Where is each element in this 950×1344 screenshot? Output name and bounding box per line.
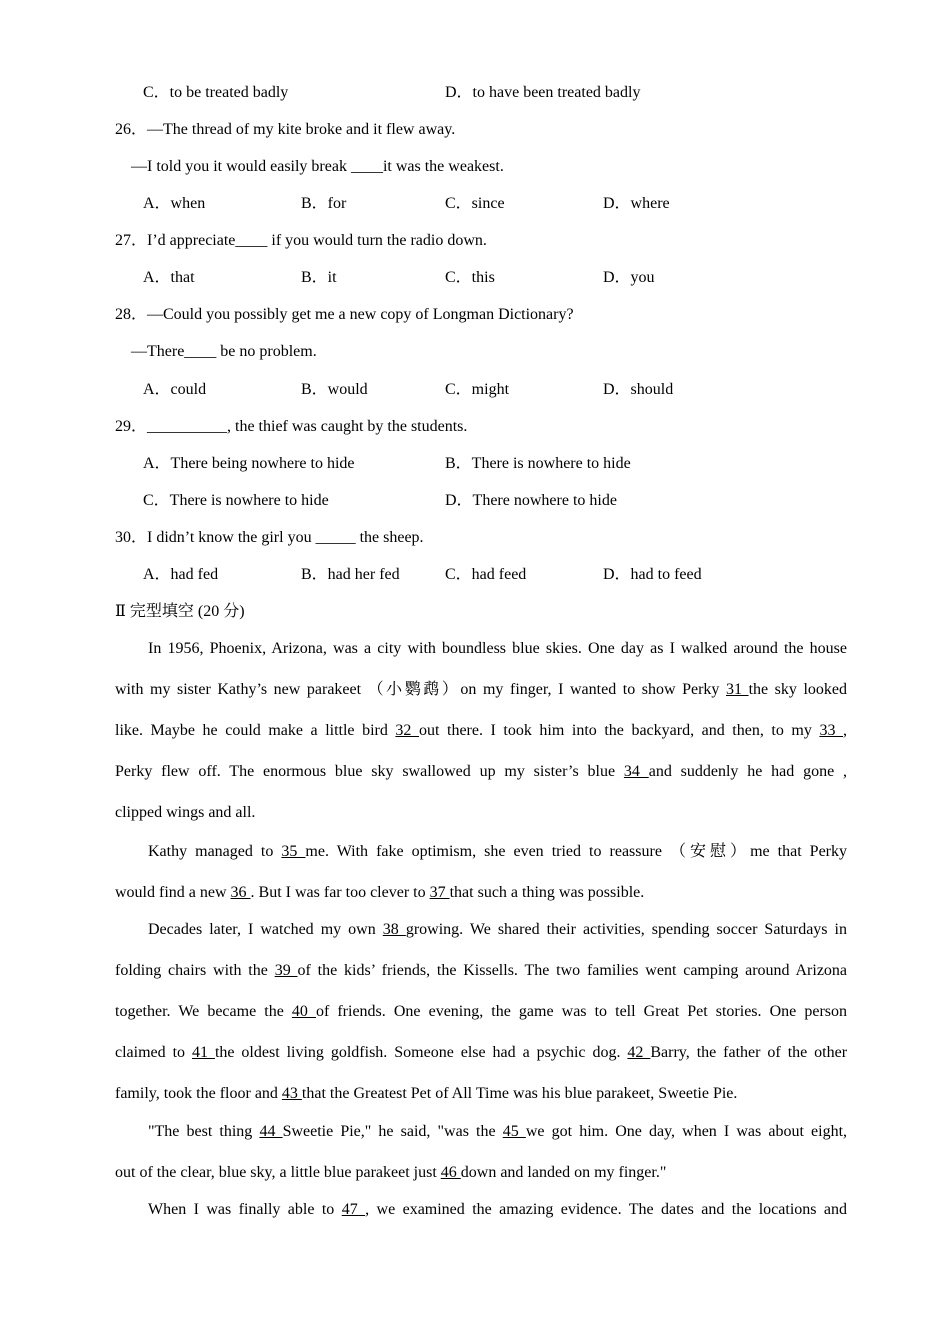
passage-text: , — [843, 722, 847, 739]
blank-45[interactable]: 45 — [502, 1123, 526, 1140]
passage-text: of friends. One evening, the game was to tell Great Pet stories. One person — [315, 1003, 847, 1020]
passage-line — [115, 842, 847, 862]
blank-32[interactable]: 32 — [395, 722, 419, 739]
q29-option-d: D．There nowhere to hide — [445, 492, 617, 509]
passage-text: Decades later, I watched my own — [148, 921, 376, 938]
q27-option-a: A．that — [143, 269, 195, 286]
blank-43[interactable]: 43 — [281, 1085, 302, 1102]
blank-35[interactable]: 35 — [281, 843, 306, 860]
blank-42[interactable]: 42 — [627, 1044, 651, 1061]
passage-text: clipped wings and all. — [115, 804, 256, 821]
q28-option-c: C．might — [445, 381, 510, 398]
passage-text: . But I was far too clever to — [250, 884, 426, 901]
passage-text: When I was finally able to — [148, 1201, 335, 1218]
blank-40[interactable]: 40 — [291, 1003, 316, 1020]
q30-stem: 30．I didn’t know the girl you _____ the sheep. — [115, 529, 424, 546]
blank-38[interactable]: 38 — [382, 921, 406, 938]
blank-47[interactable]: 47 — [341, 1201, 366, 1218]
passage-line — [115, 961, 847, 981]
passage-text: would find a new — [115, 884, 227, 901]
passage-line — [115, 1200, 847, 1220]
q25-option-c: C．to be treated badly — [143, 84, 289, 101]
q26-option-d: D．where — [603, 195, 670, 212]
passage-text: with my sister Kathy’s new parakeet （小鹦鹉）on my finger, I wanted to show Perky — [115, 681, 720, 698]
q27-option-d: D．you — [603, 269, 655, 286]
passage-text: of the kids’ friends, the Kissells. The two families went camping around Arizona — [297, 962, 848, 979]
passage-text: me. With fake optimism, she even tried to reassure （安慰）me that Perky — [305, 843, 848, 860]
blank-36[interactable]: 36 — [230, 884, 251, 901]
q29-option-b: B．There is nowhere to hide — [445, 455, 631, 472]
passage-line — [115, 883, 847, 903]
q28-stem-reply: —There____ be no problem. — [131, 343, 317, 360]
blank-41[interactable]: 41 — [191, 1044, 215, 1061]
passage-text: claimed to — [115, 1044, 186, 1061]
passage-text: out there. I took him into the backyard, and then, to my — [418, 722, 812, 739]
q27-option-c: C．this — [445, 269, 495, 286]
passage-text: "The best thing — [148, 1123, 253, 1140]
passage-text: folding chairs with the — [115, 962, 268, 979]
q30-option-d: D．had to feed — [603, 566, 702, 583]
passage-line — [115, 639, 847, 659]
q29-option-c: C．There is nowhere to hide — [143, 492, 329, 509]
q26-option-b: B．for — [301, 195, 347, 212]
passage-line — [115, 762, 847, 782]
q30-option-b: B．had her fed — [301, 566, 400, 583]
q27-stem: 27．I’d appreciate____ if you would turn the radio down. — [115, 232, 487, 249]
blank-31[interactable]: 31 — [726, 681, 749, 698]
passage-text: together. We became the — [115, 1003, 284, 1020]
passage-text: the oldest living goldfish. Someone else had a psychic dog. — [214, 1044, 621, 1061]
blank-39[interactable]: 39 — [274, 962, 298, 979]
passage-line — [115, 1163, 847, 1183]
passage-line — [115, 1043, 847, 1063]
q26-stem: 26．—The thread of my kite broke and it flew away. — [115, 121, 456, 138]
passage-text: that such a thing was possible. — [449, 884, 645, 901]
passage-line — [115, 1084, 847, 1104]
blank-46[interactable]: 46 — [440, 1164, 461, 1181]
blank-34[interactable]: 34 — [623, 763, 649, 780]
passage-text: family, took the floor and — [115, 1085, 278, 1102]
section-heading: Ⅱ 完型填空 (20 分) — [115, 603, 245, 620]
q28-option-d: D．should — [603, 381, 674, 398]
q29-option-a: A．There being nowhere to hide — [143, 455, 355, 472]
passage-text: Sweetie Pie," he said, "was the — [282, 1123, 496, 1140]
passage-text: the sky looked — [748, 681, 848, 698]
passage-text: , we examined the amazing evidence. The dates and the locations and — [365, 1201, 848, 1218]
q26-option-c: C．since — [445, 195, 505, 212]
passage-line — [115, 680, 847, 700]
passage-text: Kathy managed to — [148, 843, 274, 860]
passage-text: In 1956, Phoenix, Arizona, was a city with boundless blue skies. One day as I walked around the house — [148, 640, 847, 657]
passage-text: out of the clear, blue sky, a little blue parakeet just — [115, 1164, 437, 1181]
q26-stem-reply: —I told you it would easily break ____it was the weakest. — [131, 158, 504, 175]
q25-option-d: D．to have been treated badly — [445, 84, 641, 101]
passage-line — [115, 1122, 847, 1142]
passage-text: Perky flew off. The enormous blue sky swallowed up my sister’s blue — [115, 763, 616, 780]
passage-text: Barry, the father of the other — [650, 1044, 848, 1061]
q28-stem: 28．—Could you possibly get me a new copy of Longman Dictionary? — [115, 306, 574, 323]
q26-option-a: A．when — [143, 195, 206, 212]
q27-option-b: B．it — [301, 269, 337, 286]
q29-stem: 29．__________, the thief was caught by the students. — [115, 418, 468, 435]
blank-37[interactable]: 37 — [429, 884, 450, 901]
passage-text: like. Maybe he could make a little bird — [115, 722, 388, 739]
q28-option-b: B．would — [301, 381, 368, 398]
q28-option-a: A．could — [143, 381, 207, 398]
passage-line — [115, 1002, 847, 1022]
blank-44[interactable]: 44 — [259, 1123, 283, 1140]
blank-33[interactable]: 33 — [819, 722, 843, 739]
passage-text: that the Greatest Pet of All Time was his blue parakeet, Sweetie Pie. — [301, 1085, 738, 1102]
passage-line — [115, 803, 847, 823]
q30-option-a: A．had fed — [143, 566, 219, 583]
passage-line — [115, 721, 847, 741]
passage-text: we got him. One day, when I was about eight, — [525, 1123, 848, 1140]
passage-text: growing. We shared their activities, spending soccer Saturdays in — [405, 921, 848, 938]
passage-text: and suddenly he had gone , — [648, 763, 848, 780]
q30-option-c: C．had feed — [445, 566, 527, 583]
passage-text: down and landed on my finger." — [460, 1164, 667, 1181]
passage-line — [115, 920, 847, 940]
